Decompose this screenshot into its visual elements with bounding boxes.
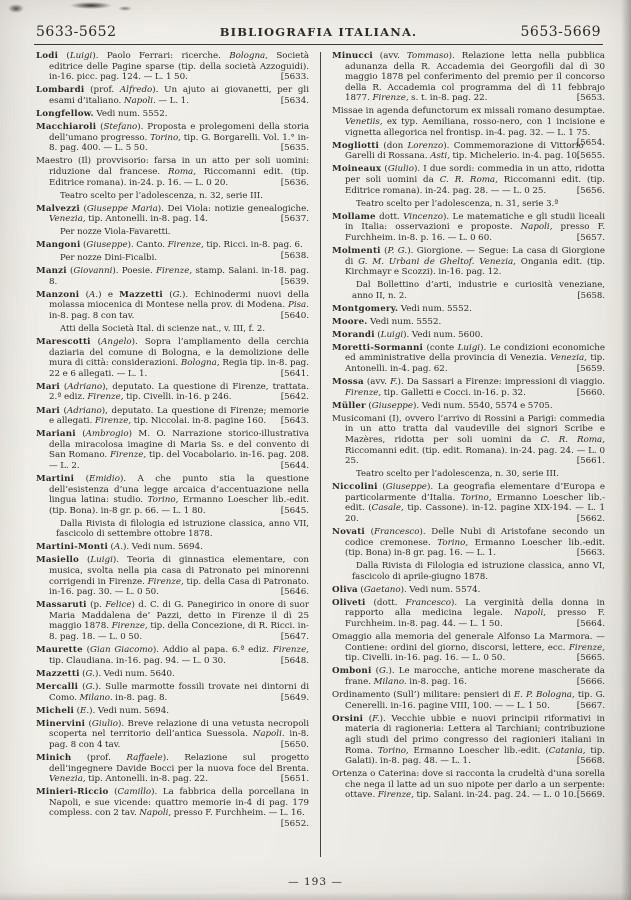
entry-ref-number: [5644. [280,461,309,472]
bib-entry: Moore. Vedi num. 5552. [332,316,442,327]
bib-entry: Oliveti (dott. Francesco). La verginità della donna in rapporto alla medicina legale. Napoli, presso F. Furchheim. in-8. pag. 44. — L. 1 50. [5664. [332,597,605,629]
entry-ref-number: [5666. [576,676,605,687]
entry-ref-number: [5634. [280,95,309,106]
entry-ref-number: [5653. [576,93,605,104]
bib-entry: Moineaux (Giulio). I due sordi: commedia in un atto, ridotta per soli uomini da C. R. Roma, Riccomanni edit. (tip. Editrice romana). in-24. pag. 28. — — L. 0 25. [5656. [332,164,605,196]
entry-ref-number: [5664. [576,618,605,629]
bib-entry: Ordinamento (Sull’) militare: pensieri di E. P. Bologna, tip. G. Cenerelli. in-16. pagine VIII, 100. — — L. 1 50. [5667. [332,690,605,711]
bib-entry: Mariani (Ambrogio) M. O. Narrazione storico-illustrativa della miracolosa imagine di Maria Ss. e del convento di San Romano. Firenze, tip. del Vocabolario. in-16. pag. 208. — L. 2. [5644. [36,429,310,472]
entry-ref-number: [5655. [576,151,605,162]
entry-ref-number: [5640. [280,311,309,321]
entry-ref-number: [5650. [280,739,309,750]
bib-entry: Montgomery. Vedi num. 5552. [332,303,472,314]
bib-entry: Masiello (Luigi). Teoria di ginnastica elementare, con musica, svolta nella pia casa di Patronato pei minorenni corrigendi in Firenze. Firenze, tip. della Casa di Patronato. in-16. pag. 30. — L. 0 50. [5646. [36,555,310,598]
page-edge-shadow [0,892,631,900]
bib-entry: Massaruti (p. Felice) d. C. di G. Panegirico in onore di suor Maria Maddalena de’ Pazzi, detto in Firenze il dì 25 maggio 1878. Firenze, tip. della Concezione, di R. Ricci. in-8. pag. 18. — L. 0 50. [5647. [36,600,309,643]
bib-entry: Mari (Adriano), deputato. La questione di Firenze, trattata. 2.ª ediz. Firenze, tip. Civelli. in-16. p 246. [5642. [36,381,309,403]
bib-entry: Macchiaroli (Stefano). Proposta e prolegomeni della storia dell’umano progresso. Torino, tip. G. Borgarelli. Vol. 1.° in-8. pag. 400. — L. 5 50. [5635. [36,122,309,154]
bib-entry: Maestro (Il) provvisorio: farsa in un atto per soli uomini: riduzione dal francese. Roma, Riccomanni edit. (tip. Editrice romana). in-24. p. 16. — L. 0 20. [5636. [36,156,309,188]
entry-ref-number: [5641. [280,368,309,379]
entry-ref-number: [5669. [576,790,605,801]
bib-entry: Omaggio alla memoria del generale Alfonso La Marmora. — Contiene: ordini del giorno, discorsi, lettere, ecc. Firenze, tip. Civelli. in-16. pag. 16. — L. 0 50. [5665. [332,632,605,664]
entry-ref-number: [5633. [280,72,309,83]
entry-note: Dal Bollettino d’arti, industrie e curiosità veneziane, anno II, n. 2. [5658. [352,280,605,301]
entry-ref-number: [5638. [280,250,309,261]
entry-note: Atti della Società Ital. di scienze nat., v. III, f. 2. [60,324,266,335]
bib-entry: Manzoni (A.) e Mazzetti (G.). Echinodermi nuovi della molassa miocenica di Montese nella prov. di Modena. Pisa. in-8. pag. 8 con tav. [5640. [36,289,309,321]
entry-ref-number: [5663. [576,548,605,559]
bib-entry: Malvezzi (Giuseppe Maria). Dei Viola: notizie genealogiche. Venezia, tip. Antonelli. in-8. pag. 14. [5637. [36,203,309,225]
right-column [321,51,605,857]
bib-entry: Lodi (Luigi). Paolo Ferrari: ricerche. Bologna, Società editrice delle Pagine sparse (tip. della società Azzoguidi). in-16. picc. pag. 124. — L. 1 50. [5633. [36,51,309,83]
entry-note: Per nozze Dini-Ficalbi. [60,253,158,264]
page-range-right: 5653-5669 [520,24,601,40]
entry-ref-number: [5648. [280,655,309,666]
scan-artifact [118,6,132,11]
scan-artifact [70,2,112,9]
entry-ref-number: [5665. [576,653,605,664]
entry-ref-number: [5667. [576,700,605,711]
bib-entry: Minervini (Giulio). Breve relazione di una vetusta necropoli scoperta nel territorio dell’antica Suessola. Napoli. in-8. pag. 8 con 4 tav. [5650. [36,718,309,750]
bib-entry: Marescotti (Angelo). Sopra l’ampliamento della cerchia daziaria del comune di Bologna, e la demolizione delle mura di città: considerazioni. Bologna, Regia tip. in-8. pag. 22 e 6 allegati. — L. 1. [5641. [36,337,310,379]
bib-entry: Musicomani (I), ovvero l’arrivo di Rossini a Parigi: commedia in un atto tratta dal vaudeville dei signori Scribe e Mazères, ridotta per soli uomini da C. R. Roma, Riccomanni edit. (tip. edit. Romana). in-24. pag. 24. — L. 0 25. [5661. [332,413,605,467]
bib-entry: Oliva (Gaetano). Vedi num. 5574. [332,584,481,595]
bib-entry: Ortenza o Caterina: dove si racconta la crudeltà d’una sorella che nega il latte ad un suo nipote per darlo a un serpente: ottave. Firenze, tip. Salani. in-24. pag. 24. — L. 0 10. [5669. [332,769,605,801]
entry-ref-number: [5654. [576,138,605,149]
bib-entry: Novati (Francesco). Delle Nubi di Aristofane secondo un codice cremonese. Torino, Ermanno Loescher lib.-edit. (tip. Bona) in-8 gr. pag. 16. — L. 1. [5663. [332,527,605,559]
entry-ref-number: [5643. [280,416,309,427]
bib-entry: Missae in agenda defunctorum ex missali romano desumptae. Venetiis, ex typ. Aemiliana, rosso-nero, con 1 incisione e vignetta allegorica nel frontisp. in-4. pag. 32. — L. 1 75. [5654. [332,106,605,149]
bib-entry: Minich (prof. Raffaele). Relazione sul progetto dell’ingegnere Davide Bocci per la nuova foce del Brenta. Venezia, tip. Antonelli. in-8. pag. 22. [5651. [36,753,309,785]
entry-note: Dalla Rivista di Filologia ed istruzione classica, anno VI, fascicolo di aprile-giugno 1878. [352,561,605,582]
entry-ref-number: [5651. [280,774,309,785]
bib-entry: Molmenti (P. G.). Giorgione. — Segue: La casa di Giorgione di G. M. Urbani de Gheltof. Venezia, Ongania edit. (tip. Kirchmayr e Scozzi). in-16. pag. 12. [332,245,605,278]
text-columns [36,51,605,857]
entry-ref-number: [5645. [280,505,309,516]
entry-ref-number: [5656. [576,185,605,196]
bib-entry: Mangoni (Giuseppe). Canto. Firenze, tip. Ricci. in-8. pag. 6. [5638. [36,240,309,261]
entry-ref-number: [5660. [576,387,605,398]
entry-ref-number: [5647. [280,632,309,643]
bib-entry: Mogliotti (don Lorenzo). Commemorazione di Vittorio Garelli di Rossana. Asti, tip. Michelerio. in-4. pag. 10. [5655. [332,140,605,162]
entry-ref-number: [5639. [280,276,309,287]
entry-ref-number: [5657. [576,232,605,243]
entry-ref-number: [5642. [280,392,309,403]
entry-ref-number: [5652. [280,819,309,830]
bib-entry: Mollame dott. Vincenzo). Le matematiche e gli studii liceali in Italia: osservazioni e proposte. Napoli, presso F. Furchheim. in-8. p. 16. — L. 0 60. [5657. [332,211,605,243]
bib-entry: Longfellow. Vedi num. 5552. [36,108,168,119]
bib-entry: Niccolini (Giuseppe). La geografia elementare d’Europa e particolarmente d’Italia. Torino, Ermanno Loescher lib.-edit. (Casale, tip. Cassone). in-12. pagine XIX-194. — L. 1 20. [5662. [332,482,605,524]
entry-note: Per nozze Viola-Favaretti. [60,227,171,238]
entry-ref-number: [5649. [280,692,309,703]
entry-ref-number: [5668. [576,756,605,767]
entry-note: Dalla Rivista di filologia ed istruzione classica, anno VII, fascicolo di settembre ottobre 1878. [56,519,309,540]
bib-entry: Müller (Giuseppe). Vedi num. 5540, 5574 e 5705. [332,400,553,411]
entry-ref-number: [5661. [576,456,605,467]
bib-entry: Omboni (G.). Le marocche, antiche morene mascherate da frane. Milano. in-8. pag. 16. [5666. [332,666,605,687]
left-column [36,51,320,857]
entry-ref-number: [5636. [280,177,309,188]
bib-entry: Moretti-Sormanni (conte Luigi). Le condizioni economiche ed amministrative della provincia di Venezia. Venezia, tip. Antonelli. in-4. pag. 62. [5659. [332,342,605,374]
entry-ref-number: [5635. [280,143,309,154]
page-range-left: 5633-5652 [36,24,117,40]
bib-entry: Morandi (Luigi). Vedi num. 5600. [332,329,484,340]
page-number: — 193 — [288,876,343,888]
bib-entry: Lombardi (prof. Alfredo). Un ajuto ai giovanetti, per gli esami d’italiano. Napoli. — L. 1. [5634. [36,85,309,106]
bib-entry: Micheli (E.). Vedi num. 5694. [36,705,169,716]
bib-entry: Mercalli (G.). Sulle marmotte fossili trovate nei dintorni di Como. Milano. in-8. pag. 8. [5649. [36,681,309,703]
entry-note: Teatro scelto per l’adolescenza, n. 30, serie III. [356,469,559,480]
bib-entry: Manzi (Giovanni). Poesie. Firenze, stamp. Salani. in-18. pag. 8. [5639. [36,266,310,287]
entry-ref-number: [5658. [577,290,605,301]
journal-title: BIBLIOGRAFIA ITALIANA. [219,25,418,39]
entry-ref-number: [5662. [576,514,605,524]
entry-ref-number: [5659. [576,363,605,374]
entry-note: Teatro scelto per l’adolescenza, n. 31, serie 3.ª [356,198,559,209]
entry-note: Teatro scelto per l’adolescenza, n. 32, serie III. [60,190,263,201]
bib-entry: Maurette (Gian Giacomo). Addio al papa. 6.ª ediz. Firenze, tip. Claudiana. in-16. pag. 94. — L. 0 30. [5648. [36,645,309,666]
entry-ref-number: [5646. [280,587,309,598]
bib-entry: Mari (Adriano), deputato. La questione di Firenze; memorie e allegati. Firenze, tip. Niccolai. in-8. pagine 160. [5643. [36,405,310,427]
bib-entry: Mossa (avv. F.). Da Sassari a Firenze: impressioni di viaggio. Firenze, tip. Galletti e Cocci. in-16. p. 32. [5660. [332,377,605,398]
bib-entry: Martini (Emidio). A che punto stia la questione dell’esistenza d’una legge arcaica d’accentuazione nella lingua latina: studio. Torino, Ermanno Loescher lib.-edit. (tip. Bona). in-8 gr. p. 66. — L. 1 80. [5645. [36,474,309,516]
bib-entry: Minieri-Riccio (Camillo). La fabbrica della porcellana in Napoli, e sue vicende: quattro memorie in-4 di pag. 179 compless. con 2 tav. Napoli, presso F. Furchheim. — L. 16. [5652. [36,787,309,830]
entry-ref-number: [5637. [280,214,309,225]
header-rule [34,44,603,45]
bib-entry: Orsini (F.). Vecchie ubbie e nuovi principii riformativi in materia di ragioneria: Lettera al Tarchiani; contribuzione agli studi del primo congresso dei ragionieri italiani in Roma. Torino, Ermanno Loescher lib.-edit. (Catania, tip. Galati). in-8. pag. 48. — L. 1. [5668. [332,713,605,767]
bib-entry: Minucci (avv. Tommaso). Relazione letta nella pubblica adunanza della R. Accademia dei Georgofili dal dì 30 maggio 1878 pel conferimento del premio per il concorso della R. Accademia col programma del dì 11 febbrajo 1877. Firenze, s. t. in-8. pag. 22. [5653. [332,51,605,104]
bib-entry: Martini-Monti (A.). Vedi num. 5694. [36,542,203,553]
page-edge-shadow [621,0,631,900]
bib-entry: Mazzetti (G.). Vedi num. 5640. [36,668,175,679]
scan-artifact [8,4,24,13]
